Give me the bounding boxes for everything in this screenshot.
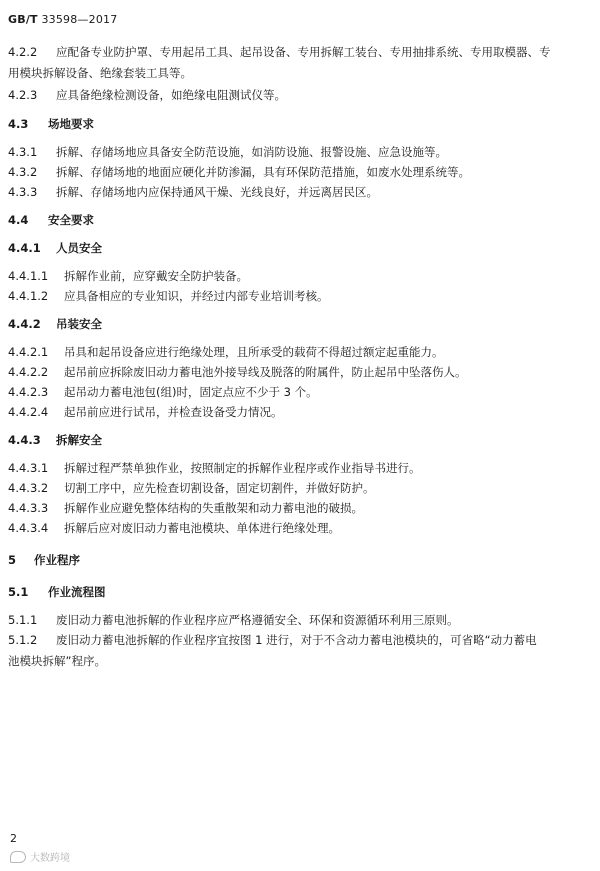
standard-header xyxy=(8,13,117,26)
standard-code: GB/T xyxy=(8,13,38,26)
section-5-1-heading: 5.1 作业流程图 xyxy=(8,585,106,599)
section-4-4-2-heading: 4.4.2 吊装安全 xyxy=(8,317,102,331)
watermark xyxy=(10,849,70,864)
section-4-4-1-heading: 4.4.1 人员安全 xyxy=(8,241,102,255)
clause-5-1-2: 5.1.2 废旧动力蓄电池拆解的作业程序宜按图 1 进行，对于不含动力蓄电池模块的，可省略“动力蓄电 xyxy=(8,633,537,647)
clause-4-4-3-1: 4.4.3.1 拆解过程严禁单独作业，按照制定的拆解作业程序或作业指导书进行。 xyxy=(8,461,421,475)
watermark-text: 大数跨境 xyxy=(30,853,70,864)
clause-4-2-2: 4.2.2 应配备专业防护罩、专用起吊工具、起吊设备、专用拆解工装台、专用抽排系统、专用取模器、专 xyxy=(8,45,551,59)
section-4-4-heading: 4.4 安全要求 xyxy=(8,213,94,227)
clause-4-4-3-2: 4.4.3.2 切割工序中，应先检查切割设备，固定切割件，并做好防护。 xyxy=(8,481,375,495)
clause-4-4-2-2: 4.4.2.2 起吊前应拆除废旧动力蓄电池外接导线及脱落的附属件，防止起吊中坠落伤人。 xyxy=(8,365,467,379)
clause-4-4-1-1: 4.4.1.1 拆解作业前，应穿戴安全防护装备。 xyxy=(8,269,248,283)
section-4-3-heading: 4.3 场地要求 xyxy=(8,117,94,131)
clause-4-4-2-3: 4.4.2.3 起吊动力蓄电池包(组)时，固定点应不少于 3 个。 xyxy=(8,385,318,399)
clause-4-3-3: 4.3.3 拆解、存储场地内应保持通风干燥、光线良好，并远离居民区。 xyxy=(8,185,378,199)
clause-4-3-2: 4.3.2 拆解、存储场地的地面应硬化并防渗漏，具有环保防范措施，如废水处理系统等。 xyxy=(8,165,470,179)
clause-4-4-3-4: 4.4.3.4 拆解后应对废旧动力蓄电池模块、单体进行绝缘处理。 xyxy=(8,521,340,535)
clause-5-1-2-continued: 池模块拆解”程序。 xyxy=(8,654,106,668)
clause-4-4-1-2: 4.4.1.2 应具备相应的专业知识，并经过内部专业培训考核。 xyxy=(8,289,329,303)
clause-4-3-1: 4.3.1 拆解、存储场地应具备安全防范设施，如消防设施、报警设施、应急设施等。 xyxy=(8,145,447,159)
clause-5-1-1: 5.1.1 废旧动力蓄电池拆解的作业程序应严格遵循安全、环保和资源循环利用三原则。 xyxy=(8,613,459,627)
clause-4-2-2-continued: 用模块拆解设备、绝缘套装工具等。 xyxy=(8,66,192,80)
chat-bubble-icon xyxy=(10,851,26,863)
standard-number: 33598—2017 xyxy=(41,13,118,26)
clause-4-4-2-1: 4.4.2.1 吊具和起吊设备应进行绝缘处理，且所承受的载荷不得超过额定起重能力。 xyxy=(8,345,444,359)
page-number: 2 xyxy=(10,832,17,845)
clause-4-4-2-4: 4.4.2.4 起吊前应进行试吊，并检查设备受力情况。 xyxy=(8,405,283,419)
section-4-4-3-heading: 4.4.3 拆解安全 xyxy=(8,433,102,447)
clause-4-2-3: 4.2.3 应具备绝缘检测设备，如绝缘电阻测试仪等。 xyxy=(8,88,286,102)
section-5-heading: 5 作业程序 xyxy=(8,553,80,567)
clause-4-4-3-3: 4.4.3.3 拆解作业应避免整体结构的失重散架和动力蓄电池的破损。 xyxy=(8,501,363,515)
